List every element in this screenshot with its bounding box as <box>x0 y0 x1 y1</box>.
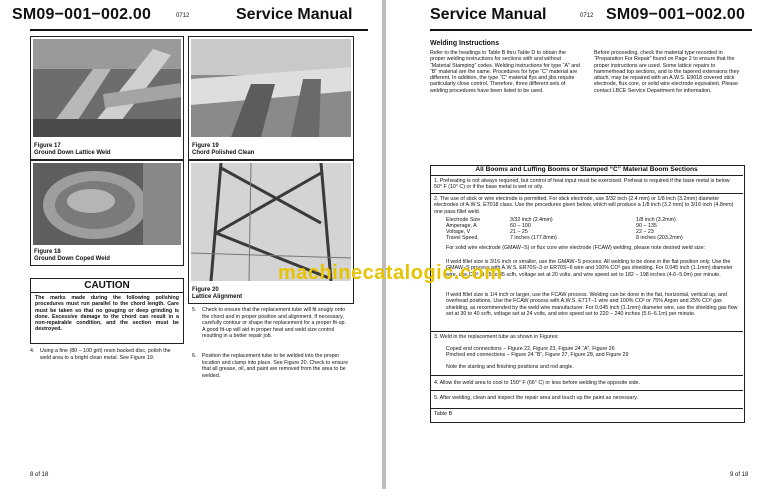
table-divider-1 <box>430 193 743 194</box>
figure-17-photo <box>33 39 181 137</box>
param-value-2a: 60 − 100 <box>510 223 531 229</box>
document-code: SM09−001−002.00 <box>12 6 152 23</box>
table-row-3-coped: Coped end connections − Figure 22, Figure 23, Figure 24 “A”, Figure 26 <box>446 346 615 352</box>
document-code-right: SM09−001−002.00 <box>606 6 746 23</box>
table-row-1: 1. Preheating is not always required, but control of heat input must be exercised. Preheat is required if the base metal is below 50° F (10° C) or if the base metal is wet or oily. <box>434 178 730 191</box>
figure-17-caption: Figure 17 Ground Down Lattice Weld <box>34 143 111 156</box>
table-row-4: 4. Allow the weld area to cool to 150° F (66° C) or less before welding the opposite side. <box>434 380 640 386</box>
param-value-3a: 21 − 25 <box>510 229 528 235</box>
revision-code: 0712 <box>176 13 190 19</box>
caution-heading: CAUTION <box>31 279 183 293</box>
figure-19-photo <box>191 39 351 137</box>
table-divider-4 <box>430 390 743 391</box>
param-label-3: Voltage, V <box>446 229 471 235</box>
figure-19-caption: Figure 19 Chord Polished Clean <box>192 143 255 156</box>
table-row-3: 3. Weld in the replacement tube as shown in Figures: <box>434 334 559 340</box>
revision-code-right: 0712 <box>580 13 594 19</box>
param-value-1b: 1/8 inch (3.2mm) <box>636 217 676 223</box>
page-number-right: 9 of 18 <box>730 472 749 478</box>
intro-paragraph-right: Before proceeding, check the material type recorded in “Preparation For Repair” found on Page 2 to ensure that the proper instructions are used. Some lattice repairs to hammerhead top sections, and to the tapered extensions they attach, may be repaired with an A.W.S. E9018 covered stick electrode, flux core, or solid wire electrode equivalent. Please contact LBCE Service Department for information. <box>594 50 740 94</box>
param-label-1: Electrode Size <box>446 217 481 223</box>
table-row-3-note: Note the starting and finishing positions and rod angle. <box>446 364 574 370</box>
caution-box <box>30 278 184 344</box>
manual-title-right: Service Manual <box>430 6 547 23</box>
header-rule-right <box>430 29 752 31</box>
page-number: 8 of 18 <box>30 472 49 478</box>
figure-18 <box>30 160 184 266</box>
table-title: All Booms and Luffing Booms or Stamped “C” Material Boom Sections <box>430 165 743 176</box>
figure-18-caption: Figure 18 Ground Down Coped Weld <box>34 249 110 262</box>
param-value-4a: 7 inches (177.8mm) <box>510 235 557 241</box>
table-divider-2 <box>430 331 743 332</box>
param-value-4b: 8 inches (203.2mm) <box>636 235 683 241</box>
table-row-2-solid: For solid wire electrode (GMAW−S) or flux core wire electrode (FCAW) welding, please note desired weld size: <box>446 245 706 251</box>
caution-text: The marks made during the following polishing procedures must run parallel to the chord length. Care must be taken so that no gouging or deep grinding is done. Excessive damage to the chord can result in a non-repairable condition, and the section must be destroyed. <box>35 295 179 333</box>
figure-20-caption: Figure 20 Lattice Alignment <box>192 287 243 300</box>
table-divider-5 <box>430 408 743 409</box>
param-label-4: Travel Speed, <box>446 235 479 241</box>
table-divider-3 <box>430 375 743 376</box>
figure-19 <box>188 36 354 160</box>
intro-paragraph-left: Refer to the headings in Table B thru Table D to obtain the proper welding instructions for sections with and without “Material Stamping” codes. Welding instructions for type “A” and “B” material are the same. Procedures for type “C” material are different. In addition, the type “C” material flys and jibs require particularly close control. Therefore, three different sets of welding procedures have been listed to be used. <box>430 50 581 94</box>
table-label: Table B <box>434 411 453 417</box>
param-value-2b: 90 − 135 <box>636 223 657 229</box>
table-row-3-pinched: Pinched end connections − Figure 24 “B”, Figure 27, Figure 28, and Figure 29 <box>446 352 629 358</box>
manual-title: Service Manual <box>236 6 353 23</box>
step-4: 4. Using a fine (80 − 100 grit) resin backed disc, polish the weld area to a bright clean metal. See Figure 19. <box>30 348 171 361</box>
section-heading: Welding Instructions <box>430 40 500 47</box>
figure-18-photo <box>33 163 181 245</box>
table-row-2-small-fillet: If weld fillet size is 3/16 inch or smaller, use the GMAW−S process. All welding to be done in the flat position only. Use the GMAW−S process with A.W.S. ER70S−3 or ER70S−6 wire and 100% CO² gas shielding. For 0.045 inch (1.1mm) diameter wire, use CO² at 25 to 35 scfh, voltage set at 20 volts, and wire speed set to 182 − 198 inches (4.6−5.0m) per minute. <box>446 259 733 278</box>
param-value-3b: 22 − 23 <box>636 229 654 235</box>
table-row-5: 5. After welding, clean and inspect the repair area and touch up the paint as necessary. <box>434 395 638 401</box>
step-6: 6. Position the replacement tube to be welded into the proper location and clamp into place. See Figure 20. Check to ensure that all grease, oil, and paint are removed from the area to be welded. <box>192 353 349 379</box>
table-row-2-intro: 2. The use of stick or wire electrode is permitted. For stick electrode, use 3/32 inch (2.4 mm) or 1/8 inch (3.2mm) diameter electrodes of A.W.S. E7018 class. Use the procedures given below, which will produce a 1/8 inch (3.2 mm) to 3/16 inch (4.8mm) one pass fillet weld. <box>434 196 734 215</box>
watermark: machinecatalogic.com <box>278 262 503 284</box>
left-page <box>0 0 382 489</box>
param-label-2: Amperage, A <box>446 223 477 229</box>
table-row-2-large-fillet: If weld fillet size is 1/4 inch or larger, use the FCAW process. Welding can be done in the flat, horizontal, vertical up, and overhead positions. Use the FCAW process with A.W.S. E71T−1 wire and 100% CO² or 75% Argon and 25% CO² gas shielding, as recommended by the weld wire manufacturer. For 0.045 inch (1.1mm) diameter wire, use the shielding gas flow set at 30 to 40 scfh, voltage set at 24 volts, and wire speed set to 220 − 240 inches (5.6−6.1m) per minute. <box>446 292 738 318</box>
param-value-1a: 3/32 inch (2.4mm) <box>510 217 553 223</box>
header-rule <box>30 29 368 31</box>
step-5: 5. Check to ensure that the replacement tube will fit snugly onto the chord and in proper position and alignment. If necessary, carefully contour or shape the replacement for a proper fit-up. A good fit-up will aid in proper heat and weld size control resulting in a better repair job. <box>192 307 346 340</box>
figure-17 <box>30 36 184 160</box>
